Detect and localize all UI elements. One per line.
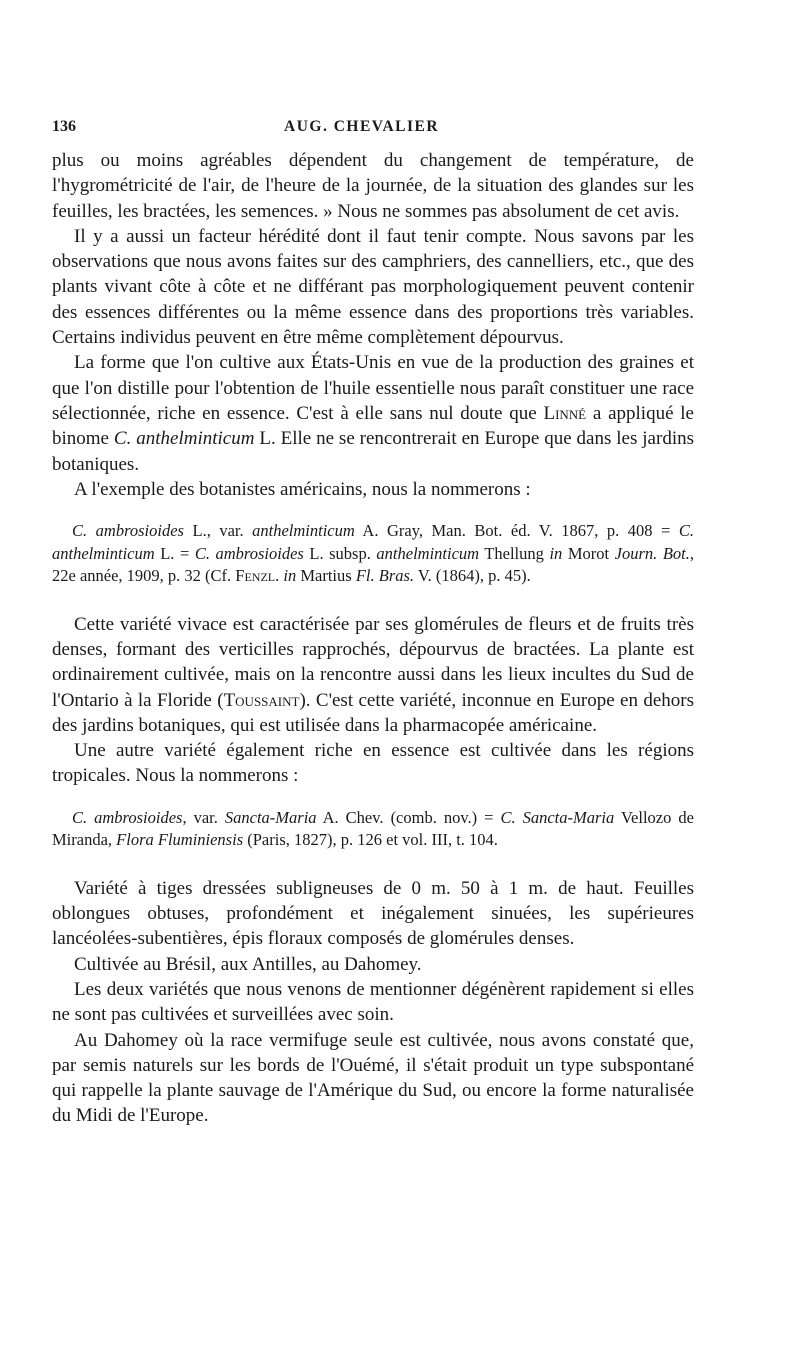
citation-text: Thellung: [479, 543, 550, 563]
paragraph-1: plus ou moins agréables dépendent du changement de température, de l'hygrométricité de l'air, de l'heure de la journée, de la situation des glandes sur les feuilles, les bractées, les semences. » Nous ne sommes pas absolument de cet avis.: [52, 150, 694, 222]
taxon-name: C. Sancta-Maria: [500, 807, 615, 827]
taxon-name: C. ambrosioides: [194, 543, 304, 563]
citation-text: Martius: [296, 566, 356, 586]
paragraph-3-text-b: a appliqué le binome: [52, 402, 694, 450]
taxon-name: Sancta-Maria: [224, 807, 317, 827]
book-title: Flora Fluminiensis: [116, 830, 244, 850]
paragraph-6: Une autre variété également riche en essence est cultivée dans les régions tropicales. Nous la nommerons :: [52, 740, 694, 787]
binome-name: C. anthelminticum: [113, 428, 255, 450]
citation-text: (Paris, 1827), p. 126 et vol. III, t. 104.: [243, 830, 498, 850]
paragraph-4: A l'exemple des botanistes américains, nous la nommerons :: [74, 478, 531, 500]
citation-text: A. Chev. (comb. nov.) =: [316, 807, 501, 827]
taxon-name: anthelminticum: [376, 543, 480, 563]
paragraph-3-text-a: La forme que l'on cultive aux États-Unis en vue de la production des graines et que l'on distille pour l'obtention de l'huile essentielle nous paraît constituer une race sélectionnée, riche en essence. C'est à elle sans nul doute que: [52, 352, 694, 424]
page-number: 136: [52, 118, 76, 135]
citation-text: L. subsp.: [303, 543, 377, 563]
citation-text: L. =: [154, 543, 195, 563]
citation-text: , 22e année, 1909, p. 32 (Cf.: [52, 543, 694, 586]
running-head: [52, 118, 694, 148]
citation-text: Morot: [562, 543, 615, 563]
paragraph-3-text-c: L. Elle ne se rencontrerait en Europe que dans les jardins botaniques.: [52, 428, 694, 475]
paragraph-7: Variété à tiges dressées subligneuses de 0 m. 50 à 1 m. de haut. Feuilles oblongues obtuses, profondément et inégalement sinuées, les supérieures lancéolées-subentières, épis floraux composés de glomérules denses.: [52, 877, 694, 950]
book-page: [52, 118, 694, 1129]
running-head-author: AUG. CHEVALIER: [284, 118, 440, 135]
citation-1: [52, 520, 694, 588]
author-name-linne: Linné: [543, 402, 587, 424]
paragraph-10: Au Dahomey où la race vermifuge seule est cultivée, nous avons constaté que, par semis naturels sur les bords de l'Ouémé, il s'était produit un type subspontané qui rappelle la plante sauvage de l'Amérique du Sud, ou encore la forme naturalisée du Midi de l'Europe.: [52, 1029, 694, 1127]
paragraph-8: Cultivée au Brésil, aux Antilles, au Dahomey.: [74, 953, 422, 975]
citation-text: L., var.: [183, 521, 253, 541]
citation-2: [52, 807, 694, 852]
taxon-name: C. ambrosioides: [72, 521, 184, 541]
paragraph-2: Il y a aussi un facteur hérédité dont il faut tenir compte. Nous savons par les observations que nous avons faites sur des camphriers, des cannelliers, etc., que des plants vivant côte à côte et ne différant pas morphologiquement peuvent contenir des essences différentes ou la même essence dans des proportions très variables. Certains individus peuvent en être même complètement dépourvus.: [52, 225, 694, 349]
paragraph-3: [52, 350, 694, 476]
taxon-name: C. ambrosioides: [72, 807, 183, 827]
citation-text: , var.: [182, 807, 225, 827]
paragraph-5: [52, 612, 694, 738]
citation-in: in: [549, 543, 563, 563]
taxon-name: anthelminticum: [252, 521, 355, 541]
journal-title: Journ. Bot.: [614, 543, 690, 563]
citation-text: A. Gray, Man. Bot. éd. V. 1867, p. 408 =: [354, 521, 679, 541]
author-name-fenzl: Fenzl.: [235, 566, 280, 586]
citation-in: in: [283, 566, 297, 586]
author-name-toussaint: Toussaint: [223, 689, 300, 711]
citation-text: V. (1864), p. 45).: [414, 566, 531, 586]
citation-text: Vellozo de Miranda,: [52, 807, 694, 850]
paragraph-5-text-a: Cette variété vivace est caractérisée par ses glomérules de fleurs et de fruits très denses, formant des verticilles rapprochés, dépourvus de bractées. La plante est ordinairement cultivée, mais on la rencontre aussi dans les lieux incultes du Sud de l'Ontario à la Floride (: [52, 613, 694, 711]
taxon-name: C. anthelminticum: [52, 521, 694, 563]
journal-title: Fl. Bras.: [355, 566, 415, 586]
paragraph-5-text-b: ). C'est cette variété, inconnue en Europe en dehors des jardins botaniques, qui est utilisée dans la pharmacopée américaine.: [52, 689, 694, 736]
paragraph-9: Les deux variétés que nous venons de mentionner dégénèrent rapidement si elles ne sont pas cultivées et surveillées avec soin.: [52, 978, 694, 1026]
